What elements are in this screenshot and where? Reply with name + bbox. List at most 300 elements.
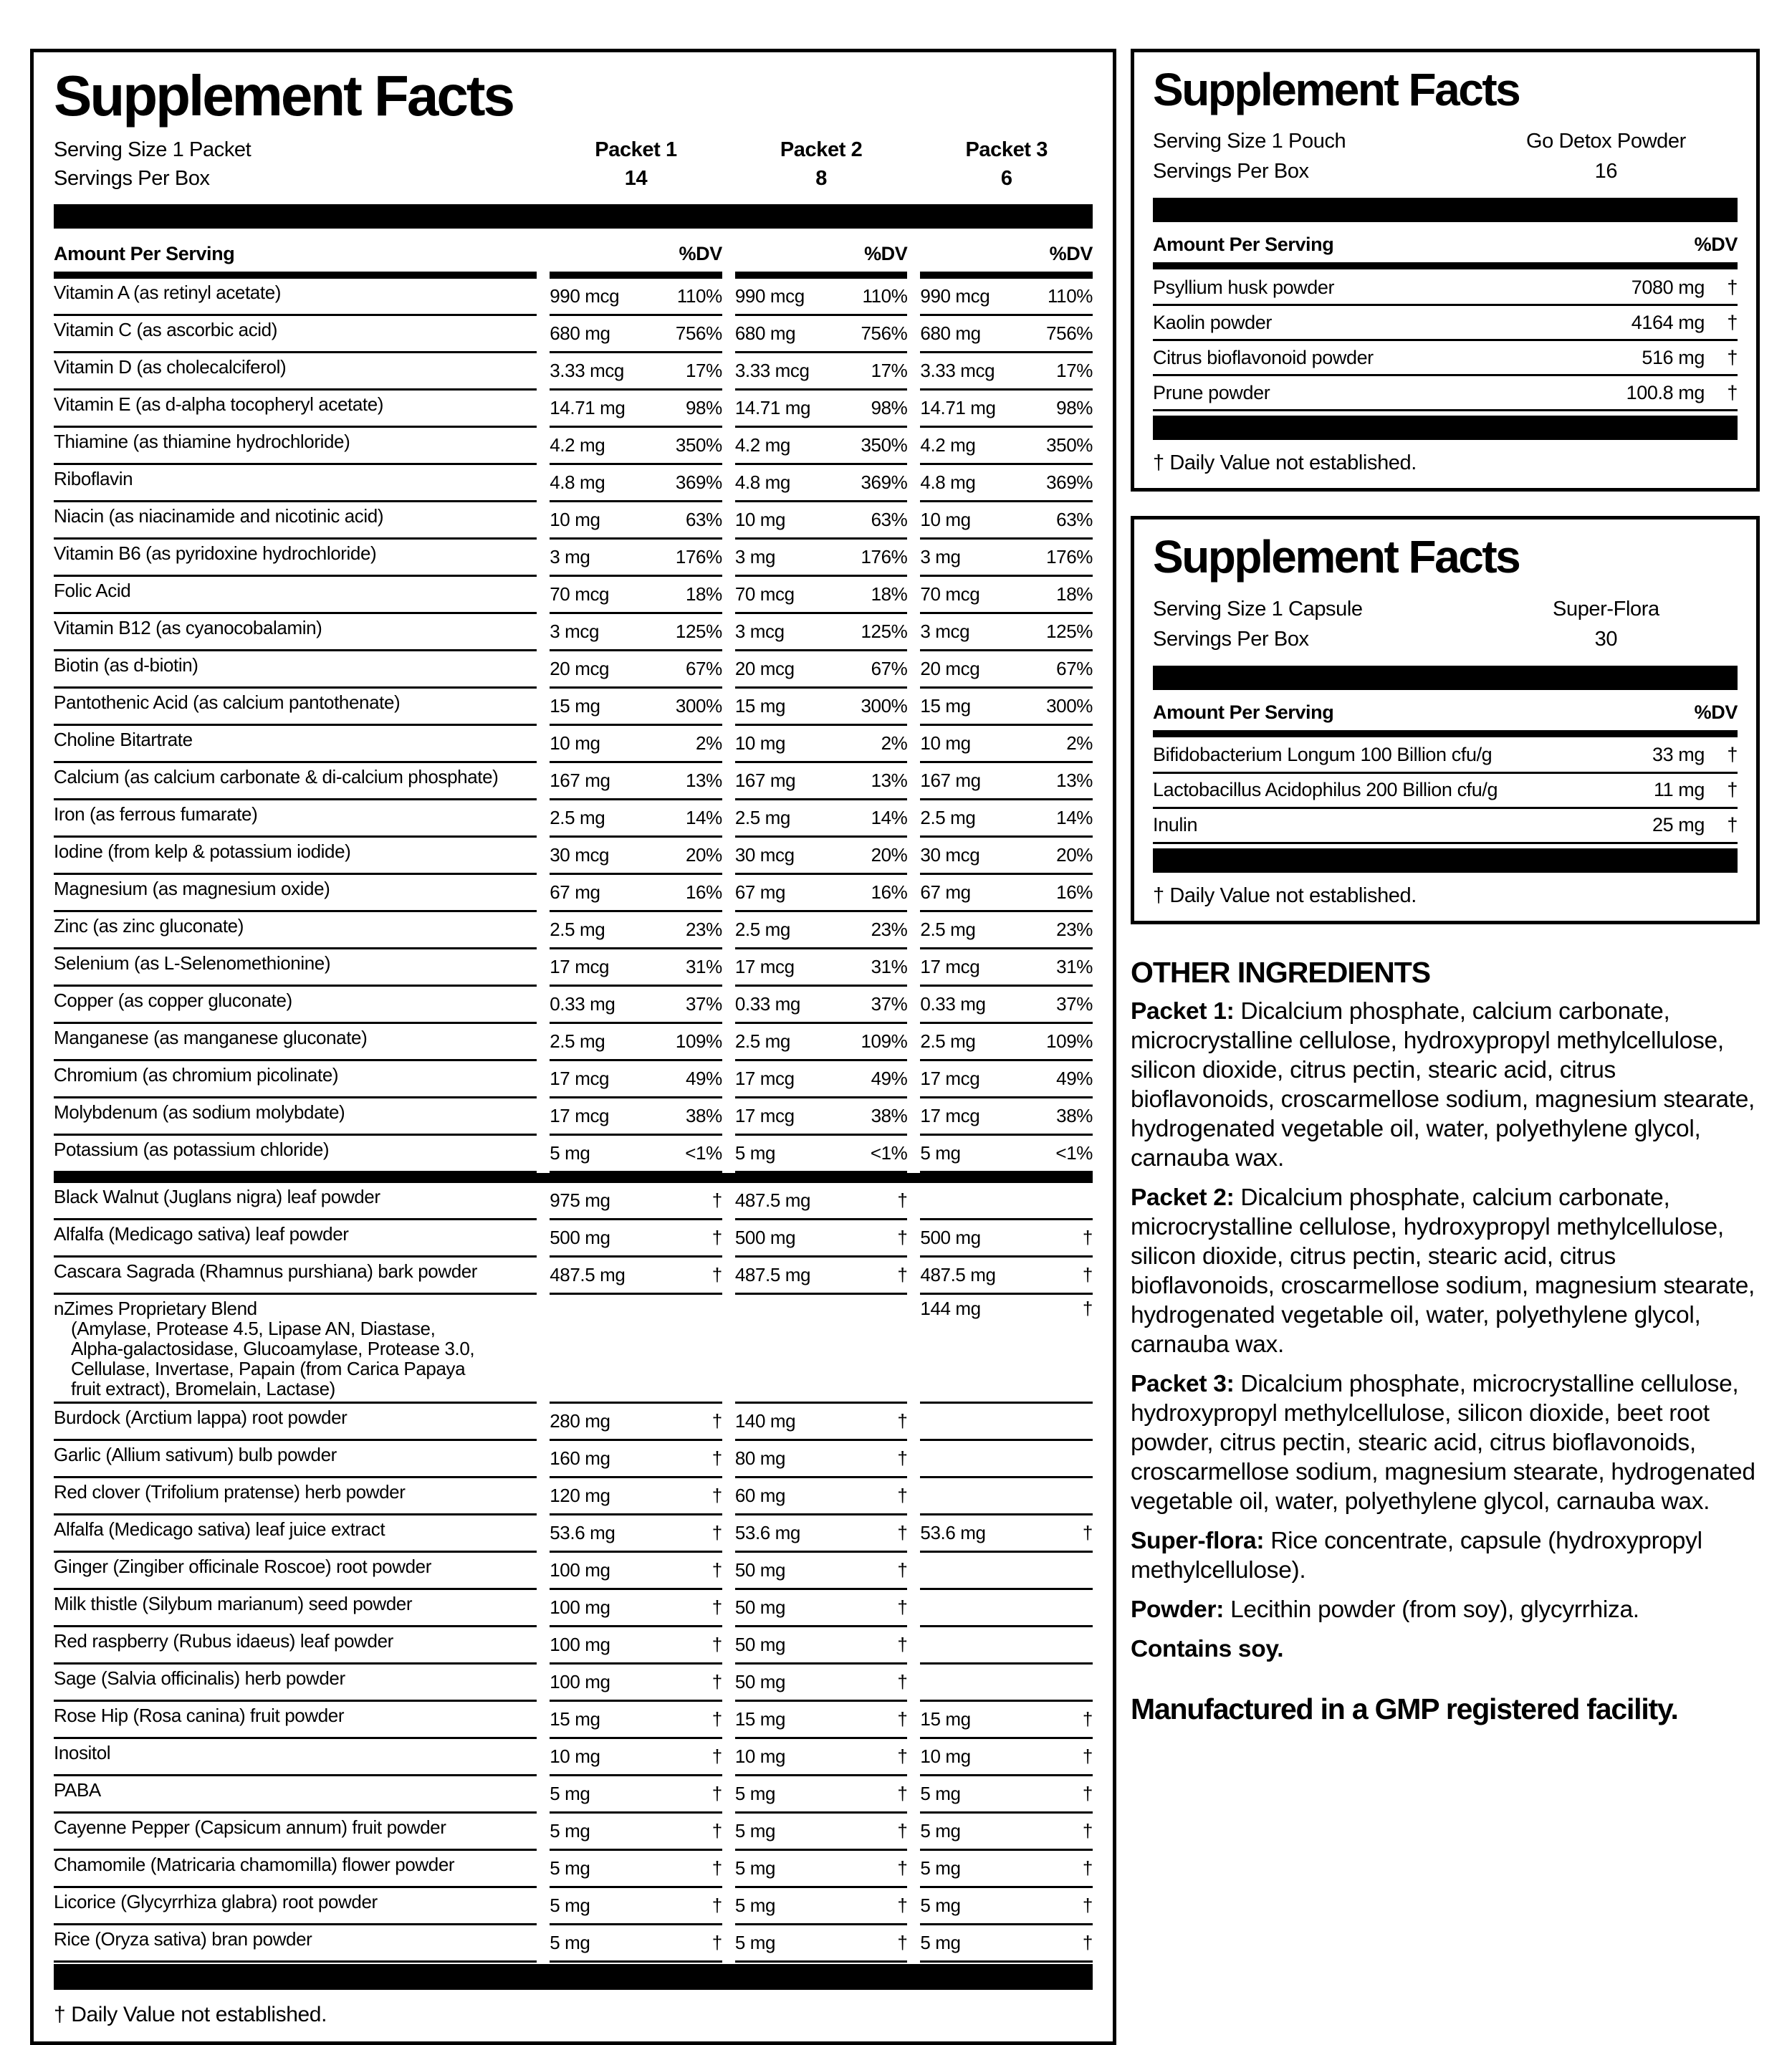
amount-value: 50 mg bbox=[734, 1596, 786, 1619]
packet-3-values bbox=[920, 279, 1093, 316]
packet-3-values bbox=[920, 1478, 1093, 1515]
ingredient-name: Bifidobacterium Longum 100 Billion cfu/g bbox=[1153, 744, 1492, 766]
table-row bbox=[54, 949, 1093, 987]
ingredient-name-text: Vitamin E (as d-alpha tocopheryl acetate) bbox=[54, 393, 384, 415]
amount-value: 53.6 mg bbox=[734, 1522, 800, 1544]
packet-1-values bbox=[550, 763, 722, 800]
amount-value: 100 mg bbox=[550, 1671, 610, 1693]
ingredient-name-subline: Cellulase, Invertase, Papain (from Carica Papaya bbox=[71, 1357, 466, 1379]
amount-value: 53.6 mg bbox=[550, 1522, 615, 1544]
dv-value: † bbox=[711, 1708, 722, 1730]
dv-value: † bbox=[1082, 1820, 1093, 1842]
packet-3-values bbox=[920, 1627, 1093, 1665]
dv-value: 23% bbox=[685, 919, 722, 941]
dv-value: † bbox=[711, 1227, 722, 1249]
dv-value: † bbox=[897, 1708, 908, 1730]
ingredient-name bbox=[54, 540, 537, 577]
packet-1-values bbox=[550, 726, 722, 763]
packet-3-values bbox=[920, 1814, 1093, 1851]
table-row bbox=[54, 1515, 1093, 1553]
amount-value: 4.8 mg bbox=[920, 471, 976, 494]
packet-1-values bbox=[550, 838, 722, 875]
ingredient-name-text: Alfalfa (Medicago sativa) leaf powder bbox=[54, 1222, 349, 1245]
amount-value: 20 mcg bbox=[734, 658, 795, 680]
ingredient-name-text: Potassium (as potassium chloride) bbox=[54, 1138, 330, 1160]
amount-value: 10 mg bbox=[920, 1745, 971, 1768]
amount-value: 0.33 mg bbox=[550, 993, 615, 1015]
dv-value: † bbox=[1727, 276, 1738, 298]
table-row bbox=[54, 912, 1093, 949]
table-row bbox=[54, 1925, 1093, 1963]
table-row bbox=[54, 1061, 1093, 1098]
amount-value: 10 mg bbox=[550, 1745, 600, 1768]
dv-value: † bbox=[897, 1596, 908, 1619]
packet-2-name: Packet 2 bbox=[780, 138, 863, 161]
dv-value: 110% bbox=[1048, 285, 1093, 307]
end-bar bbox=[54, 1964, 1093, 1990]
table-row bbox=[1153, 774, 1738, 809]
packet-3-values bbox=[920, 800, 1093, 838]
amount-value: 140 mg bbox=[734, 1410, 796, 1432]
ingredient-name bbox=[54, 800, 537, 838]
packet-3-values bbox=[920, 428, 1093, 465]
amount-value: 3 mcg bbox=[920, 621, 970, 643]
table-row bbox=[54, 577, 1093, 614]
ingredient-name-text: nZimes Proprietary Blend bbox=[54, 1297, 257, 1319]
packet-2-values bbox=[735, 1478, 908, 1515]
packet-3-values bbox=[920, 1441, 1093, 1478]
amount-value: 14.71 mg bbox=[920, 397, 996, 419]
packet-2-header bbox=[735, 135, 908, 193]
packet-1-values bbox=[550, 800, 722, 838]
servings-per-box-label: Servings Per Box bbox=[54, 166, 210, 190]
dv-value: † bbox=[1082, 1297, 1093, 1319]
packet-2-values bbox=[735, 1404, 908, 1441]
dv-value: 18% bbox=[685, 583, 722, 605]
packet-2-values bbox=[735, 1739, 908, 1776]
dv-value: † bbox=[897, 1410, 908, 1432]
packet-1-values bbox=[550, 1183, 722, 1220]
amount-value: 4.2 mg bbox=[550, 434, 605, 456]
table-row bbox=[54, 1814, 1093, 1851]
packet-2-values bbox=[735, 1814, 908, 1851]
table-row bbox=[54, 838, 1093, 875]
dv-value: 98% bbox=[871, 397, 908, 419]
ingredient-name-text: Vitamin B12 (as cyanocobalamin) bbox=[54, 616, 322, 638]
dv-value: 125% bbox=[675, 621, 722, 643]
packet-1-values bbox=[550, 1515, 722, 1553]
dv-value: † bbox=[1082, 1264, 1093, 1286]
amount-value: 67 mg bbox=[550, 881, 600, 904]
table-row bbox=[54, 763, 1093, 800]
packet-2-values bbox=[735, 502, 908, 540]
dv-value: † bbox=[711, 1671, 722, 1693]
ingredient-name-text: Garlic (Allium sativum) bulb powder bbox=[54, 1443, 337, 1465]
packet-2-values bbox=[735, 1061, 908, 1098]
column-header-row bbox=[1153, 696, 1738, 737]
amount-value: 17 mcg bbox=[920, 1105, 980, 1127]
ingredient-name bbox=[54, 1665, 537, 1702]
paragraph-lead: Contains soy. bbox=[1131, 1635, 1284, 1662]
dv-value: † bbox=[711, 1447, 722, 1470]
dv-value: † bbox=[897, 1783, 908, 1805]
ingredient-name-text: Milk thistle (Silybum marianum) seed powder bbox=[54, 1592, 413, 1614]
amount-value: 2.5 mg bbox=[734, 807, 790, 829]
serving-size-label: Serving Size 1 Capsule bbox=[1153, 597, 1363, 621]
dv-value: † bbox=[711, 1932, 722, 1954]
table-row bbox=[54, 1024, 1093, 1061]
table-row bbox=[54, 1627, 1093, 1665]
dv-value: 369% bbox=[861, 471, 908, 494]
dv-value: 31% bbox=[871, 956, 908, 978]
serving-labels bbox=[1153, 594, 1475, 654]
amount-value: 4.8 mg bbox=[734, 471, 790, 494]
daily-value-footnote: † Daily Value not established. bbox=[1153, 883, 1417, 907]
ingredient-name-text: Inositol bbox=[54, 1741, 111, 1763]
packet-2-values bbox=[735, 391, 908, 428]
packet-1-values bbox=[550, 1478, 722, 1515]
paragraph-lead: Packet 1: bbox=[1131, 997, 1235, 1025]
amount-value: 990 mcg bbox=[734, 285, 805, 307]
ingredient-name bbox=[54, 949, 537, 987]
amount-value: 160 mg bbox=[550, 1447, 610, 1470]
dv-value: 350% bbox=[675, 434, 722, 456]
packet-2-values bbox=[735, 838, 908, 875]
dv-value: † bbox=[1082, 1895, 1093, 1917]
packet-3-values bbox=[920, 1702, 1093, 1739]
amount-value: 4.2 mg bbox=[920, 434, 976, 456]
ingredient-name bbox=[54, 1627, 537, 1665]
amount-value: 15 mg bbox=[920, 695, 971, 717]
packet-3-values bbox=[920, 1295, 1093, 1404]
packet-1-values bbox=[550, 316, 722, 353]
dv-header-2: %DV bbox=[735, 236, 908, 279]
nutrient-table bbox=[1153, 739, 1738, 844]
packet-3-values bbox=[920, 838, 1093, 875]
dv-value: † bbox=[1082, 1227, 1093, 1249]
ingredient-name-text: Magnesium (as magnesium oxide) bbox=[54, 877, 330, 899]
amount-value: 487.5 mg bbox=[734, 1189, 811, 1212]
amount-value: 5 mg bbox=[734, 1820, 776, 1842]
amount-value: 20 mcg bbox=[550, 658, 610, 680]
dv-value: 17% bbox=[685, 360, 722, 382]
packet-2-values bbox=[735, 875, 908, 912]
packet-1-values bbox=[550, 1136, 722, 1173]
amount-value: 30 mcg bbox=[734, 844, 795, 866]
packet-2-values bbox=[735, 1888, 908, 1925]
supplement-facts-panel-detox bbox=[1131, 49, 1760, 492]
table-row bbox=[54, 689, 1093, 726]
table-row bbox=[54, 465, 1093, 502]
amount-value: 17 mcg bbox=[920, 1068, 980, 1090]
daily-value-footnote: † Daily Value not established. bbox=[1153, 451, 1417, 475]
ingredient-name bbox=[54, 1925, 537, 1963]
ingredient-name bbox=[54, 279, 537, 316]
ingredient-name bbox=[54, 651, 537, 689]
amount-value: 500 mg bbox=[550, 1227, 610, 1249]
dv-value: 176% bbox=[861, 546, 908, 568]
packet-1-values bbox=[550, 1404, 722, 1441]
dv-value: † bbox=[711, 1783, 722, 1805]
dv-value: 49% bbox=[1056, 1068, 1093, 1090]
ingredient-name bbox=[54, 391, 537, 428]
amount-value: 17 mcg bbox=[920, 956, 980, 978]
nutrient-table bbox=[1153, 271, 1738, 411]
amount-value: 15 mg bbox=[550, 695, 600, 717]
amount-value: 487.5 mg bbox=[920, 1264, 996, 1286]
table-row bbox=[54, 391, 1093, 428]
table-row bbox=[54, 1478, 1093, 1515]
ingredient-name bbox=[54, 1258, 537, 1295]
packet-3-values bbox=[920, 1024, 1093, 1061]
packet-3-values bbox=[920, 1258, 1093, 1295]
table-row bbox=[54, 1590, 1093, 1627]
dv-value: † bbox=[1082, 1745, 1093, 1768]
amount-value: 17 mcg bbox=[550, 1068, 610, 1090]
table-row bbox=[54, 1888, 1093, 1925]
packet-1-values bbox=[550, 502, 722, 540]
packet-1-values bbox=[550, 651, 722, 689]
amount-value: 990 mcg bbox=[920, 285, 990, 307]
packet-2-values bbox=[735, 577, 908, 614]
ingredient-name: Citrus bioflavonoid powder bbox=[1153, 346, 1374, 368]
amount-value: 10 mg bbox=[920, 509, 971, 531]
packet-3-values bbox=[920, 1183, 1093, 1220]
dv-value: † bbox=[711, 1895, 722, 1917]
packet-2-values bbox=[735, 1220, 908, 1258]
ingredient-name-subline: fruit extract), Bromelain, Lactase) bbox=[71, 1377, 335, 1399]
table-row bbox=[54, 1098, 1093, 1136]
dv-value: † bbox=[897, 1932, 908, 1954]
amount-value: 70 mcg bbox=[734, 583, 795, 605]
amount-value: 500 mg bbox=[920, 1227, 981, 1249]
dv-value: 300% bbox=[1046, 695, 1093, 717]
table-row bbox=[1153, 376, 1738, 411]
table-row bbox=[54, 726, 1093, 763]
amount-value: 280 mg bbox=[550, 1410, 610, 1432]
amount-value: 516 mg bbox=[1642, 346, 1705, 368]
supplement-facts-panel-flora bbox=[1131, 516, 1760, 924]
packet-3-values bbox=[920, 1136, 1093, 1173]
dv-value: † bbox=[711, 1410, 722, 1432]
amount-per-serving-header: Amount Per Serving bbox=[1153, 234, 1334, 256]
packet-1-values bbox=[550, 353, 722, 391]
ingredient-name bbox=[54, 1295, 537, 1404]
dv-value: † bbox=[1082, 1857, 1093, 1879]
amount-value: 2.5 mg bbox=[920, 807, 976, 829]
packet-1-values bbox=[550, 949, 722, 987]
dv-value: † bbox=[711, 1264, 722, 1286]
packet-1-values bbox=[550, 1702, 722, 1739]
packet-2-values bbox=[735, 1295, 908, 1404]
serving-values bbox=[1475, 126, 1738, 186]
packet-2-values bbox=[735, 1098, 908, 1136]
packet-3-values bbox=[920, 987, 1093, 1024]
packet-3-values bbox=[920, 651, 1093, 689]
dv-value: 20% bbox=[685, 844, 722, 866]
table-row bbox=[54, 540, 1093, 577]
ingredient-name: Kaolin powder bbox=[1153, 311, 1272, 333]
ingredient-name bbox=[54, 726, 537, 763]
dv-value: 38% bbox=[1056, 1105, 1093, 1127]
packet-3-values bbox=[920, 1739, 1093, 1776]
ingredient-name-text: Niacin (as niacinamide and nicotinic acid) bbox=[54, 504, 384, 527]
amount-value: 3.33 mcg bbox=[550, 360, 624, 382]
ingredient-name-subline: Alpha-galactosidase, Glucoamylase, Protease 3.0, bbox=[71, 1337, 475, 1359]
amount-value: 5 mg bbox=[550, 1820, 590, 1842]
ingredient-name: Psyllium husk powder bbox=[1153, 276, 1335, 298]
amount-value: 15 mg bbox=[734, 1708, 786, 1730]
dv-value: † bbox=[897, 1485, 908, 1507]
ingredient-name bbox=[54, 1136, 537, 1173]
packet-3-values bbox=[920, 1220, 1093, 1258]
amount-value: 20 mcg bbox=[920, 658, 980, 680]
amount-value: 53.6 mg bbox=[920, 1522, 986, 1544]
packet-2-values bbox=[735, 465, 908, 502]
ingredient-name bbox=[54, 1888, 537, 1925]
dv-value: 2% bbox=[1066, 732, 1093, 755]
ingredient-name bbox=[54, 838, 537, 875]
packet-1-name: Packet 1 bbox=[595, 138, 677, 161]
packet-3-values bbox=[920, 912, 1093, 949]
dv-value: † bbox=[897, 1447, 908, 1470]
dv-value: 49% bbox=[685, 1068, 722, 1090]
dv-value: 37% bbox=[685, 993, 722, 1015]
packet-1-header bbox=[550, 135, 722, 193]
amount-value: 5 mg bbox=[734, 1895, 776, 1917]
table-row bbox=[54, 1702, 1093, 1739]
dv-value: † bbox=[711, 1189, 722, 1212]
packet-3-values bbox=[920, 1061, 1093, 1098]
amount-value: 0.33 mg bbox=[920, 993, 986, 1015]
packet-2-values bbox=[735, 763, 908, 800]
amount-value: 5 mg bbox=[734, 1783, 776, 1805]
divider-bar bbox=[54, 204, 1093, 229]
right-column bbox=[1131, 49, 1760, 1726]
amount-value: 2.5 mg bbox=[734, 1030, 790, 1053]
packet-1-values bbox=[550, 1814, 722, 1851]
divider-bar bbox=[1153, 198, 1738, 222]
ingredient-name: Inulin bbox=[1153, 814, 1198, 836]
table-row bbox=[54, 987, 1093, 1024]
packet-1-values bbox=[550, 391, 722, 428]
serving-labels bbox=[1153, 126, 1475, 186]
dv-value: 17% bbox=[1056, 360, 1093, 382]
packet-1-values bbox=[550, 465, 722, 502]
amount-value: 5 mg bbox=[734, 1857, 776, 1879]
table-row bbox=[54, 1404, 1093, 1441]
dv-value: † bbox=[897, 1189, 908, 1212]
amount-value: 5 mg bbox=[550, 1783, 590, 1805]
dv-value: 98% bbox=[685, 397, 722, 419]
packet-2-values bbox=[735, 279, 908, 316]
packet-3-values bbox=[920, 1404, 1093, 1441]
ingredient-name bbox=[54, 316, 537, 353]
amount-value: 5 mg bbox=[550, 1932, 590, 1954]
amount-value: 17 mcg bbox=[734, 1068, 795, 1090]
packet-1-values bbox=[550, 1925, 722, 1963]
packet-2-values bbox=[735, 1258, 908, 1295]
packet-2-values bbox=[735, 800, 908, 838]
ingredient-name-text: Calcium (as calcium carbonate & di-calcium phosphate) bbox=[54, 765, 499, 787]
packet-3-values bbox=[920, 540, 1093, 577]
dv-value: † bbox=[711, 1485, 722, 1507]
ingredient-name-text: Red clover (Trifolium pratense) herb powder bbox=[54, 1480, 406, 1503]
other-ingredients-paragraphs bbox=[1131, 997, 1760, 1664]
ingredient-name bbox=[54, 912, 537, 949]
dv-value: 109% bbox=[675, 1030, 722, 1053]
dv-value: 49% bbox=[871, 1068, 908, 1090]
ingredient-name bbox=[54, 1814, 537, 1851]
packet-2-values bbox=[735, 1553, 908, 1590]
packet-3-values bbox=[920, 949, 1093, 987]
ingredient-name-text: Vitamin B6 (as pyridoxine hydrochloride) bbox=[54, 542, 377, 564]
dv-value: † bbox=[711, 1596, 722, 1619]
packet-2-values bbox=[735, 1441, 908, 1478]
dv-value: 13% bbox=[685, 770, 722, 792]
dv-value: 13% bbox=[871, 770, 908, 792]
ingredient-name-text: Iron (as ferrous fumarate) bbox=[54, 803, 258, 825]
packet-2-values bbox=[735, 726, 908, 763]
amount-value: 100 mg bbox=[550, 1634, 610, 1656]
ingredient-name bbox=[54, 1702, 537, 1739]
amount-value: 3 mcg bbox=[734, 621, 785, 643]
dv-value: 176% bbox=[675, 546, 722, 568]
amount-value: 50 mg bbox=[734, 1671, 786, 1693]
table-row bbox=[54, 1851, 1093, 1888]
amount-value: 3.33 mcg bbox=[920, 360, 995, 382]
amount-value: 4.8 mg bbox=[550, 471, 605, 494]
dv-value: 369% bbox=[1046, 471, 1093, 494]
packet-3-values bbox=[920, 689, 1093, 726]
amount-value: 10 mg bbox=[734, 1745, 786, 1768]
dv-value: 38% bbox=[871, 1105, 908, 1127]
packet-2-values bbox=[735, 1665, 908, 1702]
packet-1-values bbox=[550, 577, 722, 614]
supplement-facts-panel-main bbox=[30, 49, 1116, 2045]
ingredient-name-subline: (Amylase, Protease 4.5, Lipase AN, Diastase, bbox=[71, 1317, 436, 1339]
amount-value: 680 mg bbox=[920, 322, 981, 345]
packet-1-values bbox=[550, 1851, 722, 1888]
amount-value: 680 mg bbox=[550, 322, 610, 345]
packet-3-name: Packet 3 bbox=[965, 138, 1048, 161]
table-row bbox=[54, 1553, 1093, 1590]
ingredient-name: Lactobacillus Acidophilus 200 Billion cfu/g bbox=[1153, 779, 1498, 801]
ingredient-name bbox=[54, 875, 537, 912]
ingredient-name-text: Black Walnut (Juglans nigra) leaf powder bbox=[54, 1185, 380, 1207]
packet-1-values bbox=[550, 912, 722, 949]
dv-value: † bbox=[1727, 311, 1738, 333]
table-row bbox=[1153, 809, 1738, 844]
ingredient-name bbox=[54, 1404, 537, 1441]
packet-3-values bbox=[920, 1925, 1093, 1963]
packet-3-values bbox=[920, 465, 1093, 502]
panel-title: Supplement Facts bbox=[54, 64, 514, 128]
dv-value: † bbox=[711, 1857, 722, 1879]
amount-value: 5 mg bbox=[920, 1783, 961, 1805]
dv-value: 756% bbox=[861, 322, 908, 345]
packet-2-values bbox=[735, 614, 908, 651]
amount-value: 15 mg bbox=[920, 1708, 971, 1730]
amount-value: 60 mg bbox=[734, 1485, 786, 1507]
dv-value: † bbox=[1727, 346, 1738, 368]
dv-value: 67% bbox=[1056, 658, 1093, 680]
amount-value: 990 mcg bbox=[550, 285, 620, 307]
other-ingredients-section bbox=[1131, 956, 1760, 1674]
ingredient-paragraph: Powder: Lecithin powder (from soy), glycyrrhiza. bbox=[1131, 1596, 1639, 1623]
dv-value: 16% bbox=[1056, 881, 1093, 904]
packet-1-values bbox=[550, 689, 722, 726]
